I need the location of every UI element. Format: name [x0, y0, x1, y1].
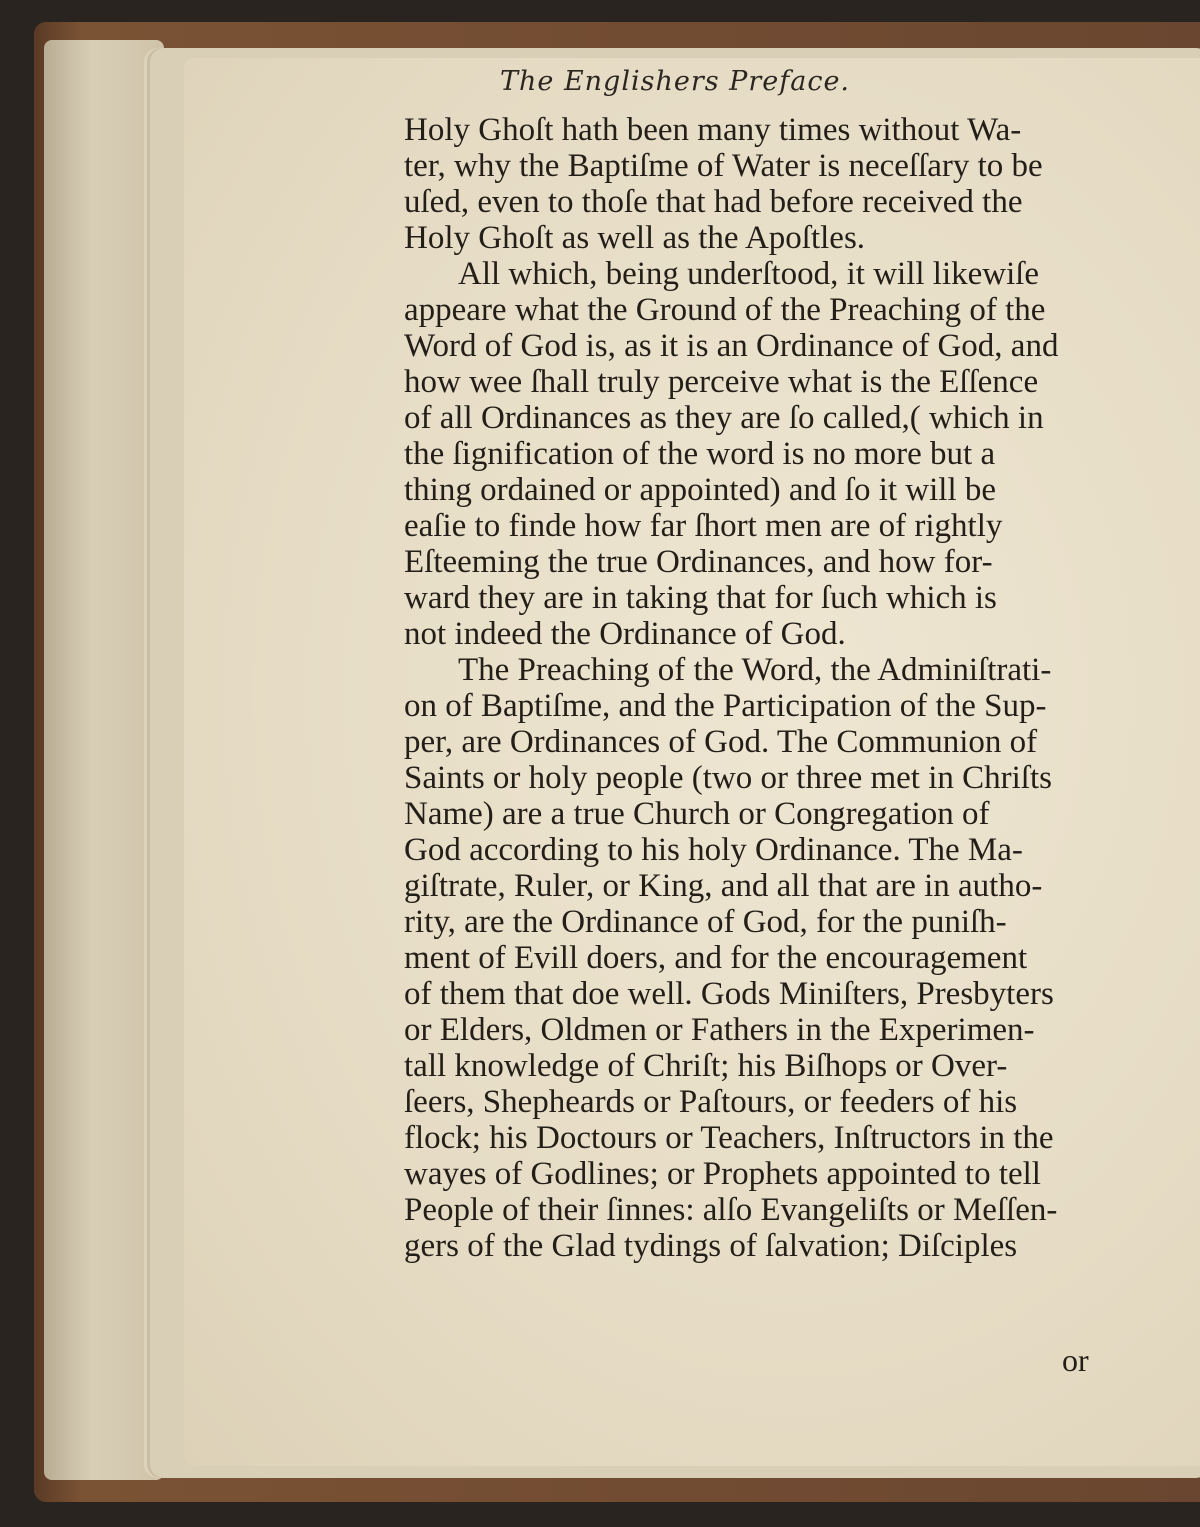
text-line: ſeers, Shepheards or Paſtours, or feeders of his	[404, 1084, 1018, 1120]
text-line: All which, being underſtood, it will likewiſe	[458, 256, 1040, 292]
text-line: ment of Evill doers, and for the encouragement	[404, 940, 1028, 976]
text-line: not indeed the Ordinance of God.	[404, 616, 846, 652]
text-line: Eſteeming the true Ordinances, and how for-	[404, 544, 993, 580]
text-line: wayes of Godlines; or Prophets appointed to tell	[404, 1156, 1041, 1192]
text-line: uſed, even to thoſe that had before received the	[404, 184, 1023, 220]
text-line: gers of the Glad tydings of ſalvation; Diſciples	[404, 1228, 1018, 1264]
text-line: People of their ſinnes: alſo Evangeliſts or Meſſen-	[404, 1192, 1058, 1228]
text-line: eaſie to finde how far ſhort men are of rightly	[404, 508, 1003, 544]
text-line: tall knowledge of Chriſt; his Biſhops or Over-	[404, 1048, 1008, 1084]
text-line: appeare what the Ground of the Preaching of the	[404, 292, 1046, 328]
text-line: per, are Ordinances of God. The Communion of	[404, 724, 1038, 760]
text-line: God according to his holy Ordinance. The Ma-	[404, 832, 1023, 868]
text-line: Word of God is, as it is an Ordinance of God, and	[404, 328, 1059, 364]
text-line: on of Baptiſme, and the Participation of the Sup-	[404, 688, 1047, 724]
text-line: The Preaching of the Word, the Adminiſtrati-	[458, 652, 1052, 688]
text-line: Saints or holy people (two or three met in Chriſts	[404, 760, 1052, 796]
catchword: or	[1062, 1342, 1089, 1378]
text-line: of all Ordinances as they are ſo called,( which in	[404, 400, 1044, 436]
text-line: rity, are the Ordinance of God, for the puniſh-	[404, 904, 1007, 940]
text-line: of them that doe well. Gods Miniſters, Presbyters	[404, 976, 1054, 1012]
page-edge	[44, 40, 164, 1480]
text-line: Holy Ghoſt hath been many times without Wa-	[404, 112, 1022, 148]
text-line: ward they are in taking that for ſuch which is	[404, 580, 997, 616]
text-line: ter, why the Baptiſme of Water is neceſſary to be	[404, 148, 1043, 184]
text-line: Holy Ghoſt as well as the Apoſtles.	[404, 220, 866, 256]
text-line: flock; his Doctours or Teachers, Inſtructors in the	[404, 1120, 1054, 1156]
text-line: how wee ſhall truly perceive what is the Eſſence	[404, 364, 1039, 400]
text-line: thing ordained or appointed) and ſo it will be	[404, 472, 997, 508]
text-line: the ſignification of the word is no more but a	[404, 436, 996, 472]
body-text	[404, 112, 1134, 1264]
text-line: giſtrate, Ruler, or King, and all that are in autho-	[404, 868, 1043, 904]
running-head: The Englishers Preface.	[500, 66, 851, 97]
text-line: Name) are a true Church or Congregation of	[404, 796, 990, 832]
text-line: or Elders, Oldmen or Fathers in the Experimen-	[404, 1012, 1035, 1048]
